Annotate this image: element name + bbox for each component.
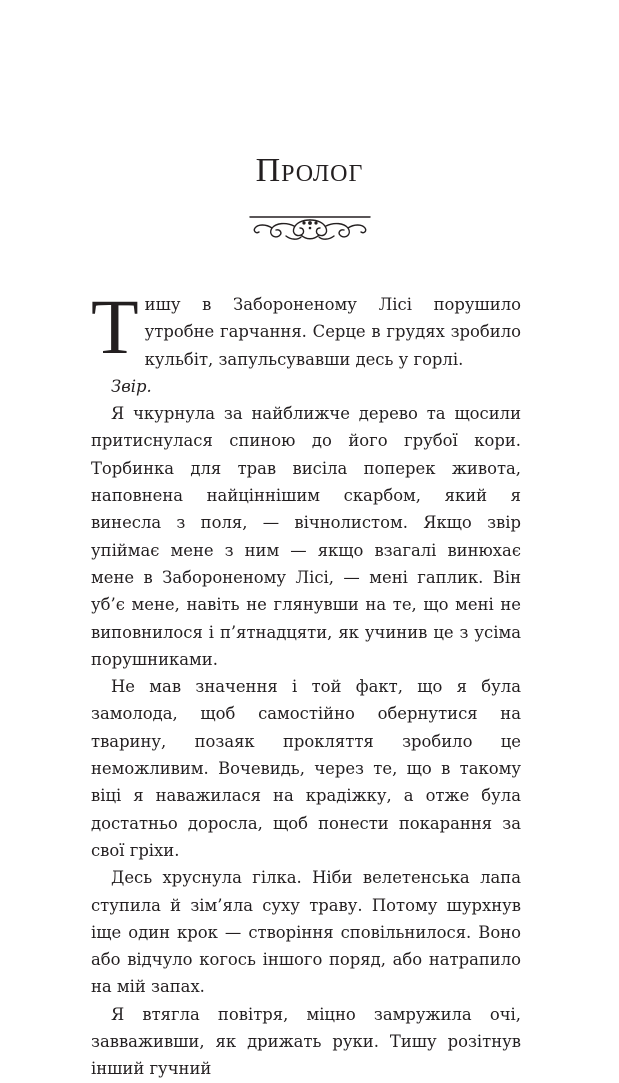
paragraph-text: Я втягла повітря, міцно замружила очі, завваживши, як дрижать руки. Тишу розітнув інший гучний bbox=[91, 1004, 521, 1079]
scroll-ornament-icon bbox=[246, 209, 374, 243]
paragraph bbox=[91, 673, 521, 864]
paragraph bbox=[91, 283, 521, 373]
paragraph-text: Десь хруснула гілка. Ніби велетенська лапа ступила й зім’яла суху траву. Потому шурхнув іще один крок — створіння сповільнилося. Воно або відчуло когось іншого поряд, або натрапило на мій запах. bbox=[91, 868, 521, 997]
drop-cap: Т bbox=[91, 283, 139, 370]
paragraph-text: Звір. bbox=[111, 376, 152, 396]
paragraph bbox=[91, 1001, 521, 1083]
paragraph-text: Я чкурнула за найближче дерево та щосили притиснулася спиною до його грубої кори. Торбинка для трав висіла поперек живота, наповнена найціннішим скарбом, який я винесла з поля, — вічнолистом. Якщо звір упіймає мене з ним — якщо взагалі винюхає мене в Забороненому Лісі, — мені гаплик. Він уб’є мене, навіть не глянувши на те, що мені не виповнилося і п’ятнадцяти, як учинив це з усіма порушниками. bbox=[91, 404, 521, 669]
paragraph bbox=[91, 373, 521, 400]
body-text bbox=[91, 283, 521, 1083]
chapter-title: Пролог bbox=[255, 152, 364, 189]
paragraph bbox=[91, 400, 521, 673]
paragraph-text: ишу в Забороненому Лісі порушило утробне гарчання. Серце в грудях зробило кульбіт, запульсувавши десь у горлі. bbox=[144, 295, 521, 369]
paragraph-text: Не мав значення і той факт, що я була замолода, щоб самостійно обернутися на тварину, позаяк прокляття зробило це неможливим. Вочевидь, через те, що в такому віці я наважилася на крадіжку, а отже була достатньо доросла, щоб понести покарання за свої гріхи. bbox=[91, 677, 521, 860]
paragraph bbox=[91, 864, 521, 1000]
